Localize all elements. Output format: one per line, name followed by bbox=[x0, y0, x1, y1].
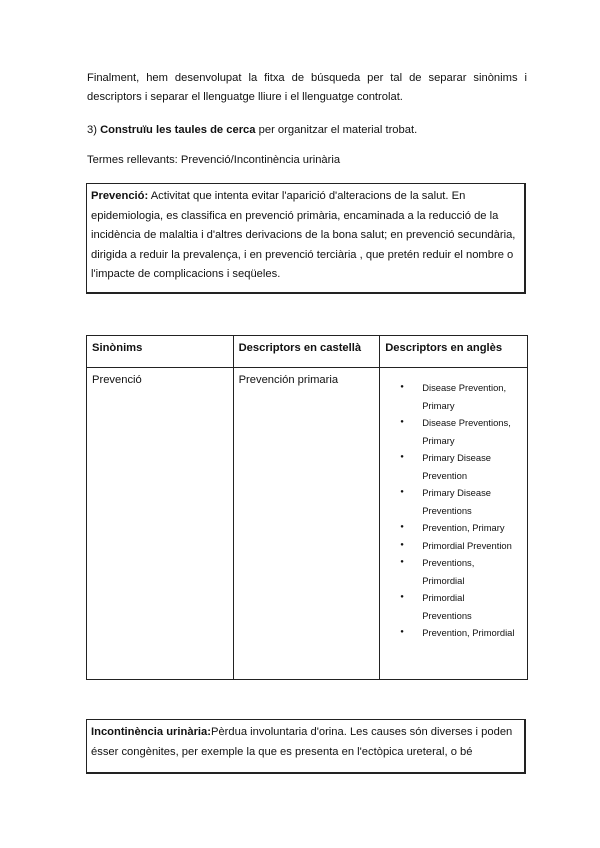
definition-incontinencia bbox=[86, 719, 526, 774]
list-item-text: Prevention bbox=[422, 469, 468, 481]
list-item-text: Primordial bbox=[422, 574, 465, 586]
list-item-text: Primary bbox=[422, 434, 455, 446]
search-table bbox=[86, 335, 528, 680]
step-number: 3) bbox=[87, 124, 97, 136]
header-english: Descriptors en anglès bbox=[380, 336, 528, 368]
list-item bbox=[385, 624, 522, 642]
list-item-text: ● Primordial Prevention bbox=[422, 539, 512, 551]
list-item bbox=[385, 554, 522, 589]
definition-line: dirigida a reduir la prevalença, i en prevenció terciària , que pretén reduir el nombre o bbox=[91, 248, 514, 261]
list-item-text: ● Disease Prevention, bbox=[422, 382, 507, 393]
list-item bbox=[385, 414, 522, 449]
intro-line-2: descriptors i separar el llenguatge lliure i el llenguatge controlat. bbox=[87, 91, 403, 103]
list-item-text: ● Prevention, Primordial bbox=[422, 627, 515, 638]
cell-spanish: Prevención primaria bbox=[233, 368, 380, 680]
table-header-row bbox=[87, 336, 528, 368]
cell-english bbox=[380, 368, 528, 680]
list-item-text: ● Primary Disease bbox=[422, 487, 491, 498]
intro-line-1: Finalment, hem desenvolupat la fitxa de búsqueda per tal de separar sinònims i bbox=[87, 72, 527, 84]
header-spanish: Descriptors en castellà bbox=[233, 336, 380, 368]
list-item-text: Preventions bbox=[422, 609, 472, 621]
definition-line: Pèrdua involuntaria d'orina. Les causes són diverses i poden bbox=[210, 726, 513, 738]
list-item-text: Preventions bbox=[422, 504, 472, 516]
list-item bbox=[385, 449, 522, 484]
step-title: Construïu les taules de cerca bbox=[100, 124, 256, 136]
header-synonyms: Sinònims bbox=[87, 336, 234, 368]
cell-synonym: Prevenció bbox=[87, 368, 234, 680]
relevant-terms: Termes rellevants: Prevenció/Incontinència urinària bbox=[87, 154, 341, 166]
list-item-text: ● Disease Preventions, bbox=[422, 417, 511, 428]
step-text: per organitzar el material trobat. bbox=[255, 124, 418, 136]
list-item bbox=[385, 379, 522, 414]
definition-line: incidència de malaltia i d'altres derivacions de la bona salut; en prevenció secundària, bbox=[91, 229, 516, 241]
english-descriptor-list bbox=[385, 379, 522, 642]
definition-line: ésser congènites, per exemple la que es presenta en l'ectòpica ureteral, o bé bbox=[91, 745, 473, 758]
step-heading bbox=[87, 121, 527, 140]
list-item-text: ● Primordial bbox=[422, 592, 465, 603]
list-item bbox=[385, 519, 522, 537]
definition-term: Incontinència urinària: bbox=[91, 726, 211, 738]
definition-line: Activitat que intenta evitar l'aparició d'alteracions de la salut. En bbox=[150, 190, 466, 202]
definition-line: epidemiologia, es classifica en prevenció primària, encaminada a la reducció de la bbox=[91, 209, 499, 222]
definition-term: Prevenció: bbox=[91, 190, 149, 202]
list-item-text: ● Primary Disease bbox=[422, 452, 491, 463]
definition-prevencio bbox=[86, 183, 526, 294]
list-item-text: ● Prevention, Primary bbox=[422, 522, 505, 533]
list-item bbox=[385, 589, 522, 624]
list-item-text: Primary bbox=[422, 399, 455, 411]
list-item bbox=[385, 537, 522, 555]
list-item bbox=[385, 484, 522, 519]
definition-line: l'impacte de complicacions i seqüeles. bbox=[91, 268, 281, 280]
table-row bbox=[87, 368, 528, 680]
list-item-text: ● Preventions, bbox=[422, 557, 475, 568]
